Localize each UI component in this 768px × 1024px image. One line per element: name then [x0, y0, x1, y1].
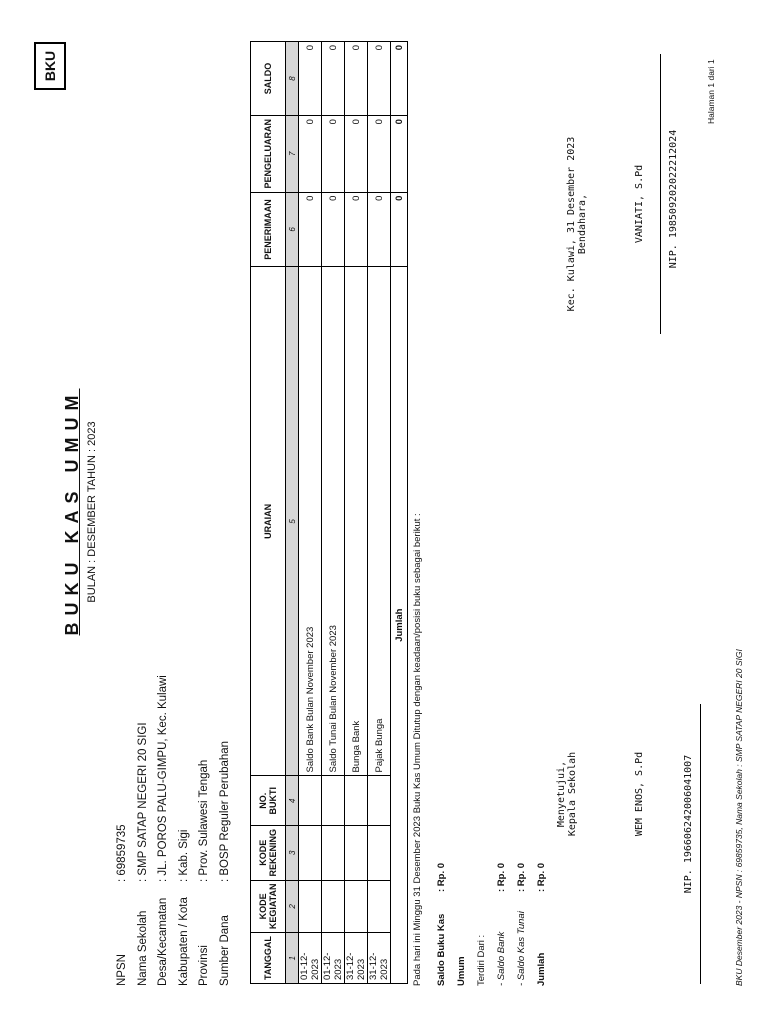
table-row — [368, 42, 391, 984]
treasurer-nip: NIP. 198509202022212024 — [668, 129, 679, 269]
ledger-table — [250, 41, 408, 984]
approver-nip: NIP. 196606242006041007 — [683, 754, 694, 894]
col-number: 2 — [286, 880, 299, 933]
info-label: NPSN — [116, 954, 128, 986]
total-pengeluaran: 0 — [391, 116, 408, 193]
treasurer-name: VANIATI, S.Pd — [634, 164, 645, 244]
tunai-label: - Saldo Kas Tunai — [516, 911, 527, 986]
cell-penerimaan: 0 — [368, 192, 391, 267]
col-number: 1 — [286, 933, 299, 984]
cell-pengeluaran: 0 — [299, 116, 322, 193]
cell-rekening — [322, 826, 345, 881]
document-title: BUKU KAS UMUM — [62, 388, 82, 636]
info-row — [174, 675, 195, 986]
approver-name: WEM ENOS, S.Pd — [634, 751, 645, 837]
info-label: Desa/Kecamatan — [157, 897, 169, 986]
bank-value: : Rp. 0 — [496, 862, 507, 892]
header-tanggal: TANGGAL — [251, 933, 286, 984]
cell-kegiatan — [368, 880, 391, 933]
cell-uraian: Saldo Tunai Bulan November 2023 — [322, 267, 345, 776]
info-row — [133, 675, 154, 986]
cell-bukti — [368, 776, 391, 826]
table-row — [322, 42, 345, 984]
info-value: : BOSP Reguler Perubahan — [218, 740, 231, 882]
total-penerimaan: 0 — [391, 192, 408, 267]
cell-kegiatan — [299, 880, 322, 933]
header-kode-rekening: KODE REKENING — [251, 826, 286, 881]
info-label: Nama Sekolah — [136, 910, 149, 986]
approver-line2: Kepala Sekolah — [567, 751, 578, 837]
cell-tanggal: 31-12-2023 — [345, 933, 368, 984]
info-value: : Kab. Sigi — [177, 829, 190, 882]
cell-penerimaan: 0 — [345, 192, 368, 267]
cell-pengeluaran: 0 — [322, 116, 345, 193]
cell-penerimaan: 0 — [322, 192, 345, 267]
page-number: Halaman 1 dari 1 — [706, 59, 716, 124]
info-row — [215, 675, 236, 986]
cell-rekening — [368, 826, 391, 881]
header-uraian: URAIAN — [251, 267, 286, 776]
info-value: : JL. POROS PALU-GIMPU, Kec. Kulawi — [157, 675, 169, 882]
cell-pengeluaran: 0 — [345, 116, 368, 193]
header-saldo: SALDO — [251, 42, 286, 116]
cell-kegiatan — [322, 880, 345, 933]
treasurer-signature-line — [660, 54, 661, 334]
header-penerimaan: PENERIMAAN — [251, 192, 286, 267]
col-number: 6 — [286, 192, 299, 267]
approver-signature-line — [700, 704, 701, 984]
col-number: 8 — [286, 42, 299, 116]
footer-document-info: BKU Desember 2023 - NPSN : 69859735, Nama Sekolah : SMP SATAP NEGERI 20 SIGI — [734, 649, 744, 986]
cell-bukti — [299, 776, 322, 826]
info-value: : Prov. Sulawesi Tengah — [198, 759, 210, 882]
tunai-value: : Rp. 0 — [516, 862, 527, 892]
header-no-bukti: NO. BUKTI — [251, 776, 286, 826]
total-label: Jumlah — [391, 267, 408, 984]
info-row — [153, 675, 174, 986]
cell-tanggal: 31-12-2023 — [368, 933, 391, 984]
cell-rekening — [345, 826, 368, 881]
saldo-row — [432, 863, 472, 986]
col-number: 4 — [286, 776, 299, 826]
tunai-row — [512, 863, 532, 986]
treasurer-line2: Bendahara, — [577, 193, 588, 255]
total-row — [391, 42, 408, 984]
total-saldo: 0 — [391, 42, 408, 116]
header-kode-kegiatan: KODE KEGIATAN — [251, 880, 286, 933]
col-number: 5 — [286, 267, 299, 776]
cell-bukti — [345, 776, 368, 826]
info-value: : SMP SATAP NEGERI 20 SIGI — [136, 722, 149, 882]
closing-statement: Pada hari ini Minggu 31 Desember 2023 Buku Kas Umum Ditutup dengan keadaan/posisi buku sebagai berikut : — [412, 513, 423, 986]
col-number: 7 — [286, 116, 299, 193]
cell-bukti — [322, 776, 345, 826]
cell-tanggal: 01-12-2023 — [322, 933, 345, 984]
info-label: Sumber Dana — [218, 915, 231, 986]
info-value: : 69859735 — [116, 824, 128, 882]
jumlah-label: Jumlah — [536, 952, 547, 986]
table-row — [299, 42, 322, 984]
table-row — [345, 42, 368, 984]
jumlah-row — [532, 863, 552, 986]
saldo-label: Saldo Buku Kas Umum — [436, 913, 467, 986]
cell-penerimaan: 0 — [299, 192, 322, 267]
school-info — [112, 675, 235, 986]
approver-line1: Menyetujui, — [556, 760, 567, 828]
bank-label: - Saldo Bank — [496, 931, 507, 986]
cell-uraian: Bunga Bank — [345, 267, 368, 776]
col-number: 3 — [286, 826, 299, 881]
balance-summary — [432, 863, 552, 986]
cell-rekening — [299, 826, 322, 881]
header-pengeluaran: PENGELUARAN — [251, 116, 286, 193]
cell-uraian: Saldo Bank Bulan November 2023 — [299, 267, 322, 776]
cell-pengeluaran: 0 — [368, 116, 391, 193]
info-label: Kabupaten / Kota — [177, 897, 190, 986]
document-subtitle: BULAN : DESEMBER TAHUN : 2023 — [86, 421, 98, 603]
bku-badge: BKU — [34, 42, 66, 90]
cell-saldo: 0 — [368, 42, 391, 116]
cell-saldo: 0 — [345, 42, 368, 116]
cell-kegiatan — [345, 880, 368, 933]
info-label: Provinsi — [198, 945, 210, 986]
saldo-value: : Rp. 0 — [436, 862, 447, 892]
info-row — [194, 675, 215, 986]
column-number-row — [286, 42, 299, 984]
cell-tanggal: 01-12-2023 — [299, 933, 322, 984]
bank-row — [492, 863, 512, 986]
terdiri-row — [472, 863, 492, 986]
table-header-row — [251, 42, 286, 984]
cell-uraian: Pajak Bunga — [368, 267, 391, 776]
terdiri-label: Terdiri Dari : — [476, 934, 487, 986]
jumlah-value: : Rp. 0 — [536, 862, 547, 892]
treasurer-block — [566, 94, 588, 354]
cell-saldo: 0 — [299, 42, 322, 116]
approver-block — [556, 684, 578, 904]
info-row — [112, 675, 133, 986]
treasurer-line1: Kec. Kulawi, 31 Desember 2023 — [566, 136, 577, 312]
cell-saldo: 0 — [322, 42, 345, 116]
